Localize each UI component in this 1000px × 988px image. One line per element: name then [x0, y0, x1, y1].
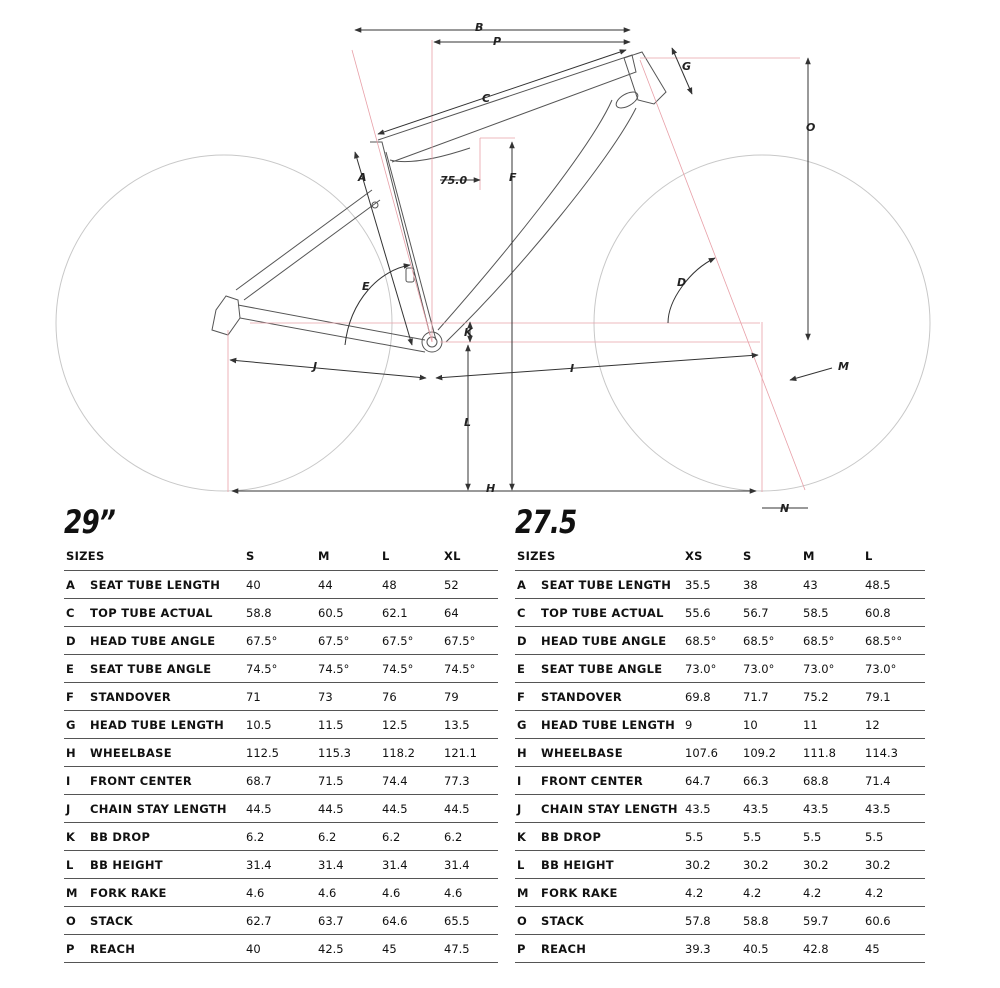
row-value: 40 [246, 571, 318, 599]
label-D: D [677, 276, 687, 289]
row-value: 47.5 [444, 935, 498, 963]
size-column-header: S [743, 542, 803, 571]
row-value: 71 [246, 683, 318, 711]
dimension-lines [230, 30, 832, 508]
row-letter: E [515, 655, 541, 683]
row-value: 11 [803, 711, 865, 739]
label-K: K [464, 326, 473, 339]
row-value: 31.4 [382, 851, 444, 879]
row-value: 40.5 [743, 935, 803, 963]
row-measurement-name: BB DROP [541, 823, 685, 851]
row-measurement-name: TOP TUBE ACTUAL [541, 599, 685, 627]
row-letter: E [64, 655, 90, 683]
row-letter: F [515, 683, 541, 711]
table-row [64, 655, 498, 683]
row-value: 4.6 [382, 879, 444, 907]
row-value: 109.2 [743, 739, 803, 767]
row-value: 44.5 [382, 795, 444, 823]
row-value: 60.5 [318, 599, 382, 627]
row-measurement-name: FRONT CENTER [90, 767, 246, 795]
row-measurement-name: HEAD TUBE ANGLE [541, 627, 685, 655]
row-value: 4.2 [865, 879, 925, 907]
row-letter: C [64, 599, 90, 627]
table-row [515, 655, 925, 683]
row-value: 4.2 [743, 879, 803, 907]
table-row [515, 907, 925, 935]
row-letter: H [515, 739, 541, 767]
size-column-header: M [318, 542, 382, 571]
row-value: 114.3 [865, 739, 925, 767]
row-value: 68.8 [803, 767, 865, 795]
row-measurement-name: SEAT TUBE ANGLE [90, 655, 246, 683]
table-header-row [64, 542, 498, 571]
row-value: 59.7 [803, 907, 865, 935]
table-row [64, 739, 498, 767]
row-value: 31.4 [318, 851, 382, 879]
row-value: 44.5 [318, 795, 382, 823]
row-value: 77.3 [444, 767, 498, 795]
row-value: 35.5 [685, 571, 743, 599]
row-measurement-name: SEAT TUBE LENGTH [90, 571, 246, 599]
label-G: G [682, 60, 692, 73]
table-row [64, 907, 498, 935]
table-row [64, 627, 498, 655]
row-letter: K [515, 823, 541, 851]
row-value: 115.3 [318, 739, 382, 767]
row-letter: H [64, 739, 90, 767]
row-value: 31.4 [246, 851, 318, 879]
row-value: 58.8 [743, 907, 803, 935]
row-letter: O [64, 907, 90, 935]
row-value: 73.0° [865, 655, 925, 683]
row-value: 12.5 [382, 711, 444, 739]
table-row [515, 823, 925, 851]
row-value: 43 [803, 571, 865, 599]
row-value: 5.5 [803, 823, 865, 851]
row-value: 6.2 [246, 823, 318, 851]
row-value: 64.6 [382, 907, 444, 935]
row-measurement-name: BB HEIGHT [541, 851, 685, 879]
row-value: 67.5° [318, 627, 382, 655]
row-value: 6.2 [444, 823, 498, 851]
table-row [515, 571, 925, 599]
label-N: N [780, 502, 790, 515]
row-letter: A [64, 571, 90, 599]
table-row [64, 599, 498, 627]
row-measurement-name: CHAIN STAY LENGTH [90, 795, 246, 823]
row-value: 76 [382, 683, 444, 711]
row-measurement-name: SEAT TUBE LENGTH [541, 571, 685, 599]
row-value: 67.5° [444, 627, 498, 655]
row-letter: P [64, 935, 90, 963]
row-measurement-name: TOP TUBE ACTUAL [90, 599, 246, 627]
row-letter: D [64, 627, 90, 655]
row-value: 71.4 [865, 767, 925, 795]
row-value: 30.2 [803, 851, 865, 879]
row-value: 48.5 [865, 571, 925, 599]
row-value: 43.5 [685, 795, 743, 823]
row-measurement-name: STACK [90, 907, 246, 935]
row-letter: M [64, 879, 90, 907]
row-value: 67.5° [382, 627, 444, 655]
row-value: 4.2 [803, 879, 865, 907]
row-value: 71.7 [743, 683, 803, 711]
table-row [515, 739, 925, 767]
row-letter: G [64, 711, 90, 739]
row-value: 56.7 [743, 599, 803, 627]
size-table-29 [64, 542, 498, 963]
row-value: 68.7 [246, 767, 318, 795]
row-value: 68.5° [803, 627, 865, 655]
row-value: 42.8 [803, 935, 865, 963]
row-letter: O [515, 907, 541, 935]
label-C: C [482, 92, 491, 105]
row-value: 38 [743, 571, 803, 599]
label-O: O [806, 121, 816, 134]
row-letter: A [515, 571, 541, 599]
table-row [64, 795, 498, 823]
row-value: 69.8 [685, 683, 743, 711]
row-value: 11.5 [318, 711, 382, 739]
row-measurement-name: CHAIN STAY LENGTH [541, 795, 685, 823]
row-value: 118.2 [382, 739, 444, 767]
row-value: 40 [246, 935, 318, 963]
row-value: 112.5 [246, 739, 318, 767]
row-value: 64.7 [685, 767, 743, 795]
table-row [515, 627, 925, 655]
row-value: 44 [318, 571, 382, 599]
row-measurement-name: SEAT TUBE ANGLE [541, 655, 685, 683]
size-column-header: XL [444, 542, 498, 571]
table-row [515, 795, 925, 823]
heading-29: 29” [64, 503, 115, 541]
row-value: 44.5 [246, 795, 318, 823]
row-value: 60.6 [865, 907, 925, 935]
row-value: 71.5 [318, 767, 382, 795]
sizes-label: SIZES [515, 542, 685, 571]
size-column-header: XS [685, 542, 743, 571]
row-value: 43.5 [803, 795, 865, 823]
row-measurement-name: FRONT CENTER [541, 767, 685, 795]
row-value: 45 [382, 935, 444, 963]
row-value: 62.7 [246, 907, 318, 935]
row-letter: P [515, 935, 541, 963]
row-value: 39.3 [685, 935, 743, 963]
row-value: 57.8 [685, 907, 743, 935]
row-value: 58.8 [246, 599, 318, 627]
table-row [515, 599, 925, 627]
row-letter: J [515, 795, 541, 823]
row-value: 44.5 [444, 795, 498, 823]
table-row [64, 823, 498, 851]
row-value: 10.5 [246, 711, 318, 739]
row-value: 73.0° [685, 655, 743, 683]
row-value: 58.5 [803, 599, 865, 627]
label-I: I [570, 362, 575, 375]
row-value: 68.5° [685, 627, 743, 655]
label-H: H [486, 482, 496, 495]
label-J: J [313, 360, 318, 373]
row-value: 73 [318, 683, 382, 711]
row-value: 4.6 [318, 879, 382, 907]
table-header-row [515, 542, 925, 571]
row-letter: C [515, 599, 541, 627]
row-value: 68.5°° [865, 627, 925, 655]
row-measurement-name: STANDOVER [90, 683, 246, 711]
row-value: 74.5° [444, 655, 498, 683]
row-value: 13.5 [444, 711, 498, 739]
row-measurement-name: WHEELBASE [90, 739, 246, 767]
table-row [64, 879, 498, 907]
row-value: 4.6 [444, 879, 498, 907]
row-measurement-name: BB HEIGHT [90, 851, 246, 879]
table-row [64, 683, 498, 711]
row-value: 79.1 [865, 683, 925, 711]
label-F: F [509, 171, 517, 184]
row-value: 30.2 [685, 851, 743, 879]
row-value: 30.2 [743, 851, 803, 879]
size-column-header: L [382, 542, 444, 571]
row-value: 74.5° [318, 655, 382, 683]
row-value: 5.5 [743, 823, 803, 851]
table-row [515, 935, 925, 963]
row-value: 10 [743, 711, 803, 739]
label-P: P [493, 35, 502, 48]
row-measurement-name: WHEELBASE [541, 739, 685, 767]
row-letter: D [515, 627, 541, 655]
row-value: 30.2 [865, 851, 925, 879]
row-value: 48 [382, 571, 444, 599]
label-E: E [362, 280, 370, 293]
row-value: 42.5 [318, 935, 382, 963]
row-value: 43.5 [865, 795, 925, 823]
row-value: 74.4 [382, 767, 444, 795]
measurement-guides [228, 40, 805, 492]
table-row [515, 683, 925, 711]
sizes-label: SIZES [64, 542, 246, 571]
label-M: M [838, 360, 849, 373]
row-measurement-name: HEAD TUBE LENGTH [541, 711, 685, 739]
label-L: L [464, 416, 472, 429]
row-measurement-name: REACH [541, 935, 685, 963]
row-value: 6.2 [382, 823, 444, 851]
row-value: 60.8 [865, 599, 925, 627]
label-B: B [475, 21, 484, 34]
row-value: 65.5 [444, 907, 498, 935]
row-value: 9 [685, 711, 743, 739]
row-value: 67.5° [246, 627, 318, 655]
table-row [64, 935, 498, 963]
table-row [64, 767, 498, 795]
table-row [515, 879, 925, 907]
row-letter: J [64, 795, 90, 823]
row-value: 52 [444, 571, 498, 599]
row-value: 5.5 [685, 823, 743, 851]
row-letter: L [515, 851, 541, 879]
row-value: 5.5 [865, 823, 925, 851]
row-value: 74.5° [382, 655, 444, 683]
size-column-header: S [246, 542, 318, 571]
row-value: 73.0° [803, 655, 865, 683]
row-measurement-name: HEAD TUBE LENGTH [90, 711, 246, 739]
row-letter: I [515, 767, 541, 795]
row-value: 107.6 [685, 739, 743, 767]
row-measurement-name: REACH [90, 935, 246, 963]
row-value: 63.7 [318, 907, 382, 935]
row-letter: I [64, 767, 90, 795]
row-value: 121.1 [444, 739, 498, 767]
row-value: 68.5° [743, 627, 803, 655]
table-row [515, 851, 925, 879]
row-value: 55.6 [685, 599, 743, 627]
row-value: 31.4 [444, 851, 498, 879]
size-column-header: L [865, 542, 925, 571]
row-value: 66.3 [743, 767, 803, 795]
row-measurement-name: HEAD TUBE ANGLE [90, 627, 246, 655]
table-row [64, 571, 498, 599]
row-value: 79 [444, 683, 498, 711]
size-column-header: M [803, 542, 865, 571]
row-measurement-name: BB DROP [90, 823, 246, 851]
row-measurement-name: STACK [541, 907, 685, 935]
row-value: 75.2 [803, 683, 865, 711]
table-row [64, 851, 498, 879]
row-letter: F [64, 683, 90, 711]
row-letter: L [64, 851, 90, 879]
row-letter: K [64, 823, 90, 851]
row-measurement-name: STANDOVER [541, 683, 685, 711]
row-value: 4.2 [685, 879, 743, 907]
table-row [64, 711, 498, 739]
row-value: 43.5 [743, 795, 803, 823]
label-angle: 75.0 [440, 174, 468, 187]
row-value: 62.1 [382, 599, 444, 627]
row-value: 73.0° [743, 655, 803, 683]
heading-27-5: 27.5 [515, 503, 577, 541]
row-value: 74.5° [246, 655, 318, 683]
size-table-27-5 [515, 542, 925, 963]
bike-frame [212, 52, 666, 352]
row-letter: G [515, 711, 541, 739]
row-value: 4.6 [246, 879, 318, 907]
table-row [515, 767, 925, 795]
table-row [515, 711, 925, 739]
row-value: 45 [865, 935, 925, 963]
row-measurement-name: FORK RAKE [90, 879, 246, 907]
row-value: 111.8 [803, 739, 865, 767]
row-value: 12 [865, 711, 925, 739]
row-value: 6.2 [318, 823, 382, 851]
row-value: 64 [444, 599, 498, 627]
row-measurement-name: FORK RAKE [541, 879, 685, 907]
label-A: A [358, 171, 367, 184]
row-letter: M [515, 879, 541, 907]
